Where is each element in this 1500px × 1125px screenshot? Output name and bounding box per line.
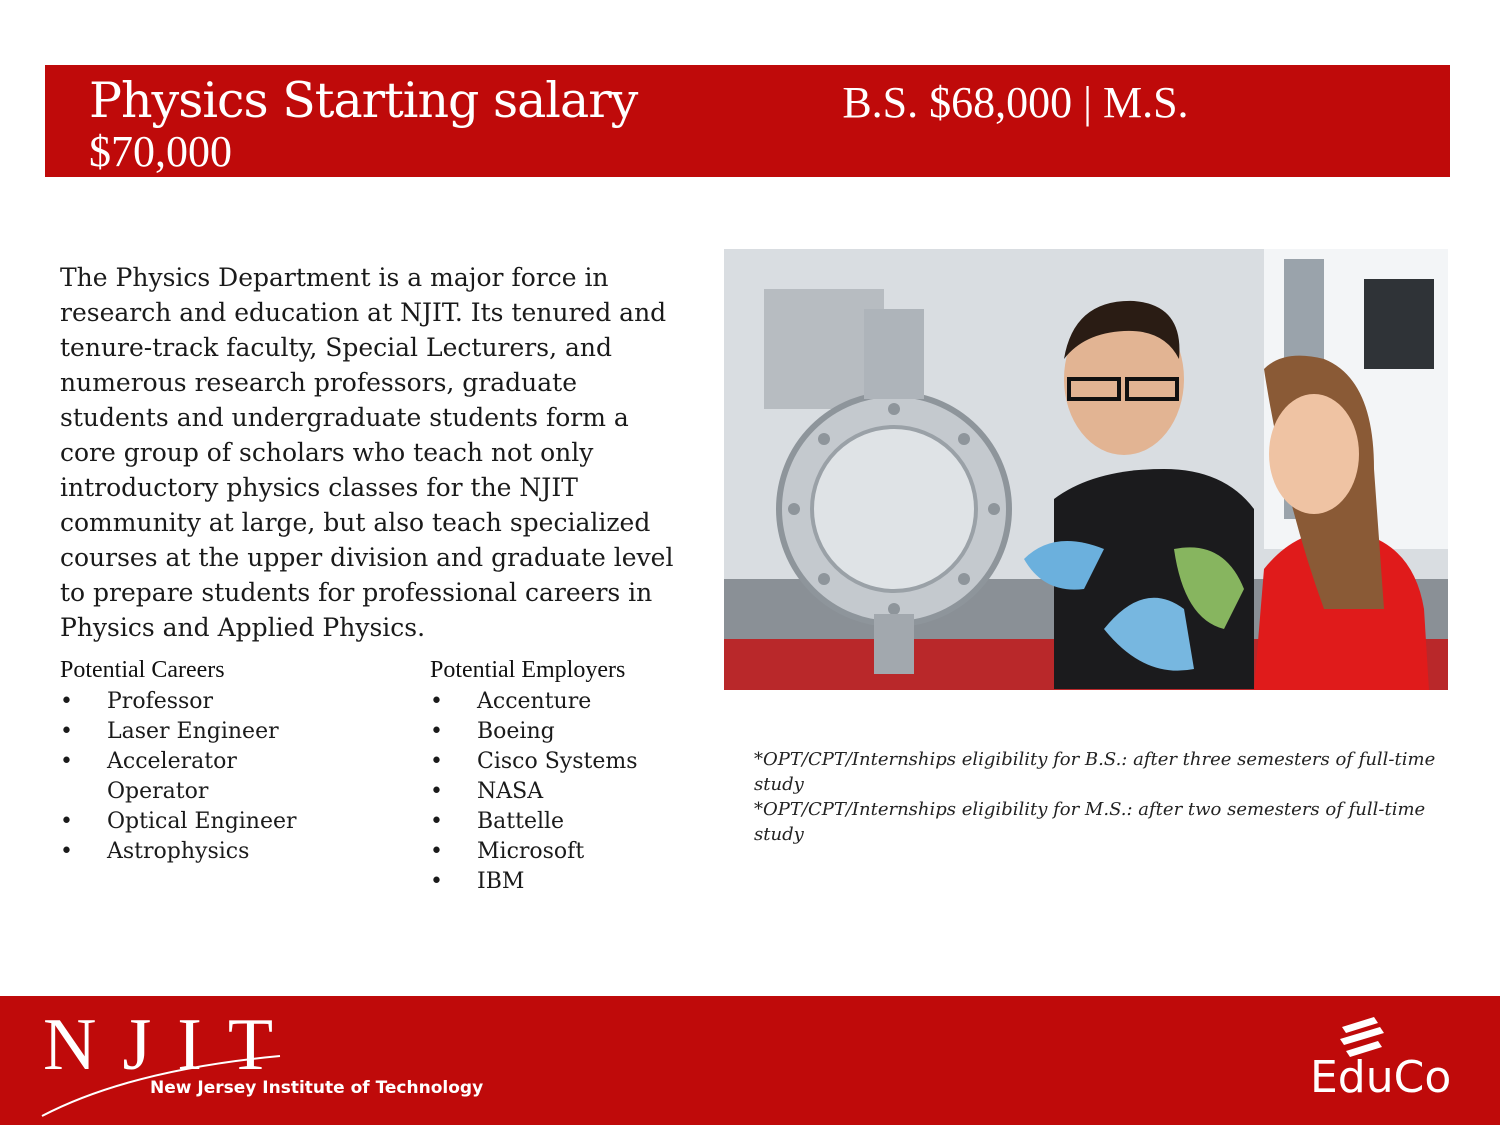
salary-line-2: $70,000 bbox=[89, 127, 232, 176]
career-item: • Professor bbox=[60, 687, 360, 717]
department-description: The Physics Department is a major force in research and education at NJIT. Its tenured and tenure-track faculty, Special Lecturers, and numerous research professors, graduate students and undergraduate students form a core group of scholars who teach not only introductory physics classes for the NJIT community at large, but also teach specialized courses at the upper division and graduate level to prepare students for professional careers in Physics and Applied Physics. bbox=[60, 263, 674, 642]
career-item: • Accelerator Operator bbox=[60, 747, 267, 807]
careers-heading: Potential Careers bbox=[60, 657, 225, 683]
career-item: • Astrophysics bbox=[60, 837, 360, 867]
employer-item: • Cisco Systems bbox=[430, 747, 710, 777]
career-item: • Laser Engineer bbox=[60, 717, 360, 747]
employer-item: • Boeing bbox=[430, 717, 710, 747]
note-ms: *OPT/CPT/Internships eligibility for M.S.: after two semesters of full-time study bbox=[754, 799, 1426, 845]
employers-heading: Potential Employers bbox=[430, 657, 626, 683]
salary-line-1: B.S. $68,000 | M.S. bbox=[842, 78, 1189, 127]
educo-logo-icon bbox=[1338, 1015, 1384, 1057]
title-main: Physics Starting salary bbox=[89, 72, 638, 129]
njit-logo: NJIT bbox=[43, 1004, 300, 1086]
employer-item: • Battelle bbox=[430, 807, 710, 837]
eligibility-notes bbox=[754, 747, 1444, 847]
employer-item: • Accenture bbox=[430, 687, 710, 717]
career-item: • Optical Engineer bbox=[60, 807, 360, 837]
employer-item: • NASA bbox=[430, 777, 710, 807]
educo-logo: EduCo bbox=[1310, 1052, 1452, 1103]
lab-photo bbox=[724, 249, 1448, 690]
employer-item: • IBM bbox=[430, 867, 710, 897]
njit-full-name: New Jersey Institute of Technology bbox=[150, 1078, 484, 1098]
employers-list bbox=[430, 687, 710, 897]
lab-photo-illustration bbox=[724, 249, 1448, 690]
slide-title bbox=[45, 72, 1189, 129]
note-bs: *OPT/CPT/Internships eligibility for B.S.: after three semesters of full-time study bbox=[754, 749, 1436, 795]
employer-item: • Microsoft bbox=[430, 837, 710, 867]
careers-list bbox=[60, 687, 360, 867]
